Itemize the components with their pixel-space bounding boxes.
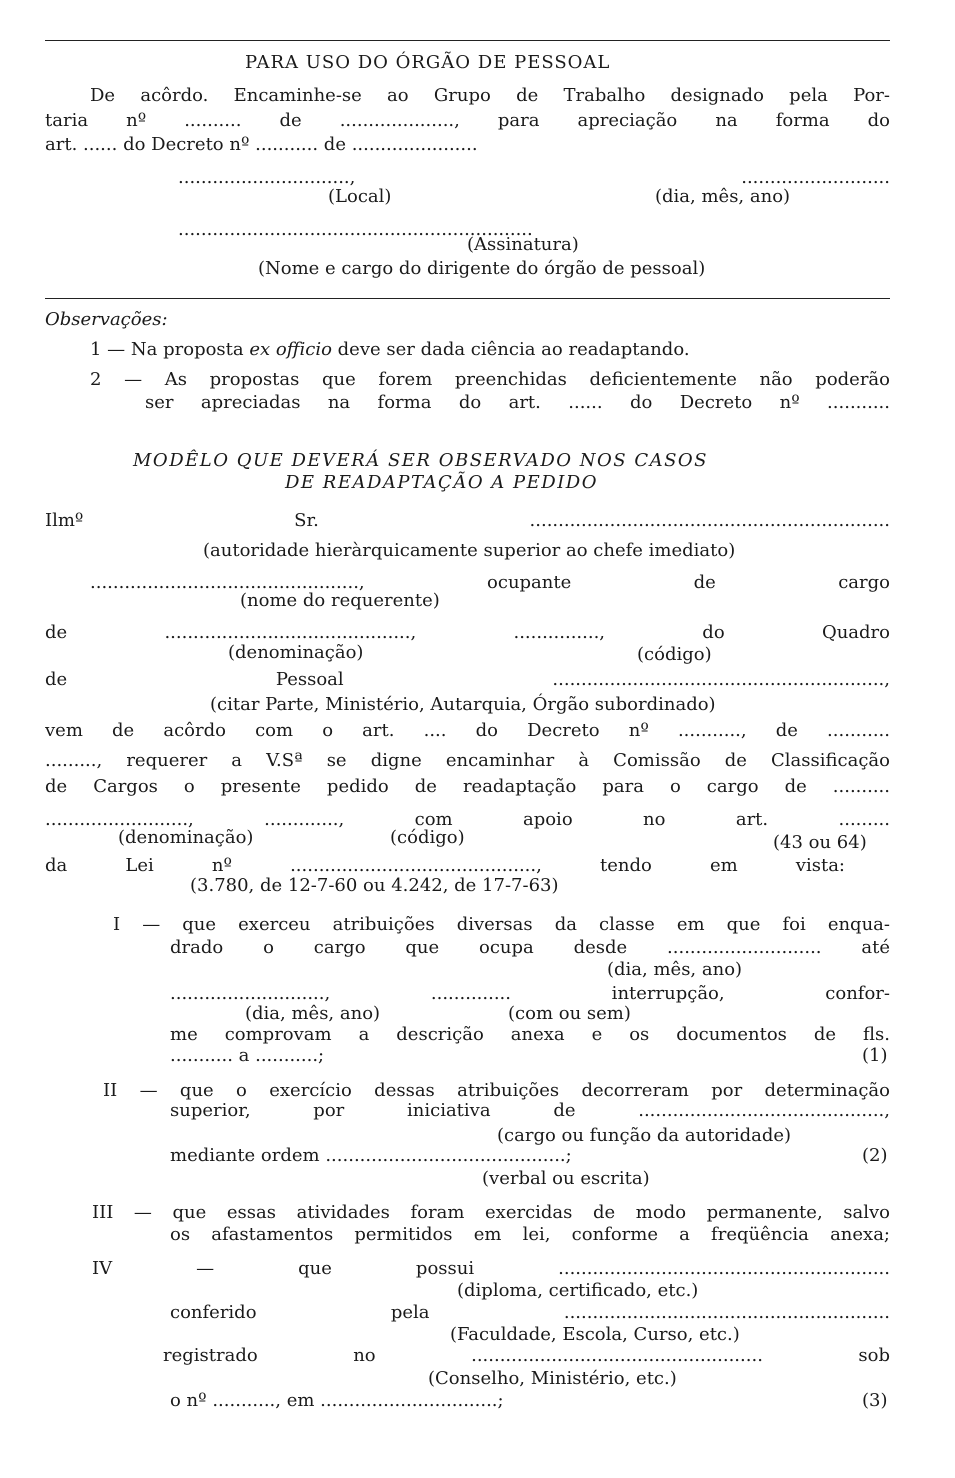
item-iv-cont: conferido pela ......................................................... <box>170 1302 890 1323</box>
form-hint: (denominação) <box>228 642 364 663</box>
item-iv-cont: o nº ..........., em ...............................; <box>170 1390 504 1411</box>
form-hint: (cargo ou função da autoridade) <box>497 1125 792 1146</box>
form-line: de Cargos o presente pedido de readaptação para o cargo de .......... <box>45 776 890 797</box>
form-line: de ..........................................., ..............., do Quadro <box>45 622 890 643</box>
item-ii: II — que o exercício dessas atribuições decorreram por determinação <box>103 1080 890 1101</box>
form-hint: (com ou sem) <box>508 1003 631 1024</box>
item-ii-cont: mediante ordem ..........................................; <box>170 1145 572 1166</box>
form-hint: (dia, mês, ano) <box>245 1003 381 1024</box>
form-line: da Lei nº ..........................................., tendo em vista: <box>45 855 845 876</box>
form-hint: (43 ou 64) <box>773 832 867 853</box>
item-i-cont: drado o cargo que ocupa desde ........................... até <box>170 937 890 958</box>
form-hint: (nome do requerente) <box>240 590 440 611</box>
section-title: PARA USO DO ÓRGÃO DE PESSOAL <box>245 52 611 73</box>
footnote-ref: (3) <box>862 1390 888 1411</box>
text-line: taria nº .......... de ...................., para apreciação na forma do <box>45 110 890 131</box>
item-i-cont: ........... a ...........; <box>170 1045 325 1066</box>
item-ii-cont: superior, por iniciativa de ..........................................., <box>170 1100 890 1121</box>
form-hint: (3.780, de 12-7-60 ou 4.242, de 17-7-63) <box>190 875 559 896</box>
signature-line: .............................................................. <box>178 219 533 240</box>
form-hint: (código) <box>637 644 712 665</box>
form-hint: (código) <box>390 827 465 848</box>
form-line: vem de acôrdo com o art. .... do Decreto nº ..........., de ........... <box>45 720 890 741</box>
label-name-role: (Nome e cargo do dirigente do órgão de pessoal) <box>258 258 706 279</box>
form-hint: (Conselho, Ministério, etc.) <box>428 1368 677 1389</box>
item-i-cont: me comprovam a descrição anexa e os documentos de fls. <box>170 1024 890 1045</box>
form-line: de Pessoal .........................................................., <box>45 669 890 690</box>
item-iii-cont: os afastamentos permitidos em lei, conforme a freqüência anexa; <box>170 1224 890 1245</box>
footnote-ref: (1) <box>862 1045 888 1066</box>
form-hint: (Faculdade, Escola, Curso, etc.) <box>450 1324 740 1345</box>
form-line: ..............................................., ocupante de cargo <box>90 572 890 593</box>
item-i: I — que exerceu atribuições diversas da classe em que foi enqua- <box>113 914 890 935</box>
observations-heading: Observações: <box>45 309 168 330</box>
dotted-line: .............................., .......................... <box>178 167 890 188</box>
label-signature: (Assinatura) <box>467 234 579 255</box>
item-iv: IV — que possui .......................................................... <box>92 1258 890 1279</box>
form-hint: (verbal ou escrita) <box>482 1168 650 1189</box>
footnote-ref: (2) <box>862 1145 888 1166</box>
item-iii: III — que essas atividades foram exercidas de modo permanente, salvo <box>92 1202 890 1223</box>
obs1-rest: deve ser dada ciência ao readaptando. <box>337 339 690 360</box>
observation-2: 2 — As propostas que forem preenchidas deficientemente não poderão <box>90 369 890 390</box>
form-hint: (autoridade hieràrquicamente superior ao chefe imediato) <box>203 540 736 561</box>
form-hint: (dia, mês, ano) <box>607 959 743 980</box>
item-i-cont: ..........................., .............. interrupção, confor- <box>170 983 890 1004</box>
form-line: ........................., ............., com apoio no art. ......... <box>45 809 890 830</box>
model-subtitle: DE READAPTAÇÃO A PEDIDO <box>285 472 598 493</box>
form-line: ........., requerer a V.Sª se digne encaminhar à Comissão de Classificação <box>45 750 890 771</box>
model-title: MODÊLO QUE DEVERÁ SER OBSERVADO NOS CASOS <box>133 450 709 471</box>
label-local: (Local) <box>328 186 392 207</box>
form-hint: (diploma, certificado, etc.) <box>457 1280 699 1301</box>
form-hint: (denominação) <box>118 827 254 848</box>
form-hint: (citar Parte, Ministério, Autarquia, Órgão subordinado) <box>210 694 716 715</box>
text-line: art. ...... do Decreto nº ........... de ...................... <box>45 134 478 155</box>
middle-rule <box>45 298 890 299</box>
observation-2-cont: ser apreciadas na forma do art. ...... do Decreto nº ........... <box>145 392 890 413</box>
obs1-text: 1 — Na proposta <box>90 339 244 360</box>
obs1-italic: ex officio <box>249 339 332 360</box>
item-iv-cont: registrado no ................................................... sob <box>163 1345 890 1366</box>
top-rule <box>45 40 890 41</box>
text-line: De acôrdo. Encaminhe-se ao Grupo de Trabalho designado pela Por- <box>90 85 890 106</box>
observation-1 <box>90 339 690 361</box>
form-line: Ilmº Sr. ............................................................... <box>45 510 890 531</box>
label-date: (dia, mês, ano) <box>655 186 791 207</box>
